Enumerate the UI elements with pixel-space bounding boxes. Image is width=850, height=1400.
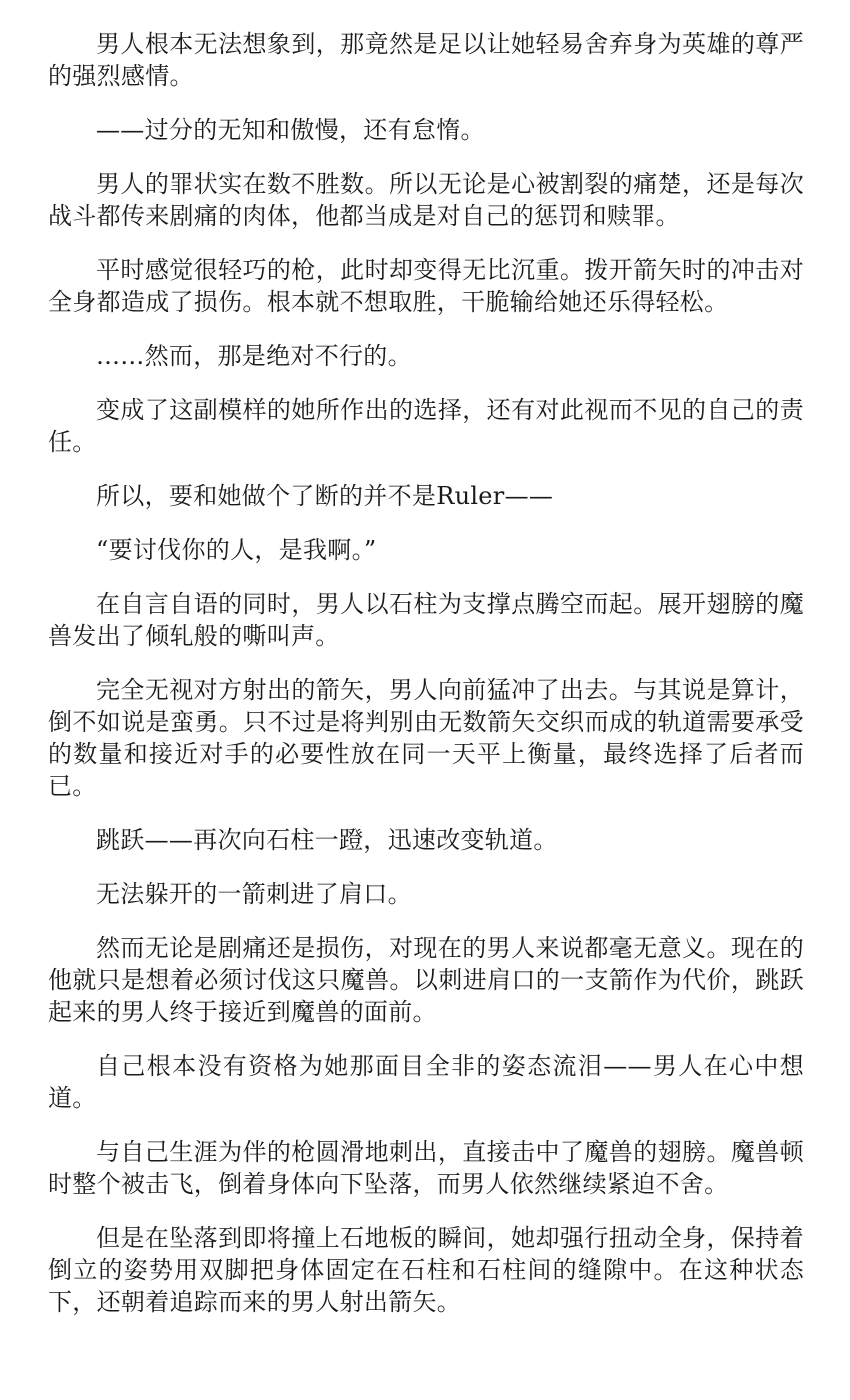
paragraph: 平时感觉很轻巧的枪，此时却变得无比沉重。拨开箭矢时的冲击对全身都造成了损伤。根本就不想取胜，干脆输给她还乐得轻松。 (48, 256, 804, 316)
paragraph: ——过分的无知和傲慢，还有怠惰。 (96, 116, 485, 144)
paragraph: 变成了这副模样的她所作出的选择，还有对此视而不见的自己的责任。 (48, 396, 804, 456)
paragraph: 与自己生涯为伴的枪圆滑地刺出，直接击中了魔兽的翅膀。魔兽顿时整个被击飞，倒着身体向下坠落，而男人依然继续紧迫不舍。 (48, 1138, 804, 1198)
paragraph: 男人根本无法想象到，那竟然是足以让她轻易舍弃身为英雄的尊严的强烈感情。 (48, 30, 804, 90)
paragraph: 自己根本没有资格为她那面目全非的姿态流泪——男人在心中想道。 (48, 1052, 804, 1112)
paragraph: 男人的罪状实在数不胜数。所以无论是心被割裂的痛楚，还是每次战斗都传来剧痛的肉体，他都当成是对自己的惩罚和赎罪。 (48, 170, 804, 230)
paragraph: 跳跃——再次向石柱一蹬，迅速改变轨道。 (96, 826, 558, 854)
paragraph: 但是在坠落到即将撞上石地板的瞬间，她却强行扭动全身，保持着倒立的姿势用双脚把身体固定在石柱和石柱间的缝隙中。在这种状态下，还朝着追踪而来的男人射出箭矢。 (48, 1224, 804, 1316)
paragraph: 在自言自语的同时，男人以石柱为支撑点腾空而起。展开翅膀的魔兽发出了倾轧般的嘶叫声。 (48, 590, 804, 650)
paragraph: “要讨伐你的人，是我啊。” (96, 536, 377, 564)
paragraph: 所以，要和她做个了断的并不是Ruler—— (96, 482, 554, 510)
paragraph: 无法躲开的一箭刺进了肩口。 (96, 880, 412, 908)
paragraph: 完全无视对方射出的箭矢，男人向前猛冲了出去。与其说是算计，倒不如说是蛮勇。只不过是将判别由无数箭矢交织而成的轨道需要承受的数量和接近对手的必要性放在同一天平上衡量，最终选择了后者而已。 (48, 676, 804, 800)
paragraph: ……然而，那是绝对不行的。 (96, 342, 412, 370)
paragraph: 然而无论是剧痛还是损伤，对现在的男人来说都毫无意义。现在的他就只是想着必须讨伐这只魔兽。以刺进肩口的一支箭作为代价，跳跃起来的男人终于接近到魔兽的面前。 (48, 934, 804, 1026)
